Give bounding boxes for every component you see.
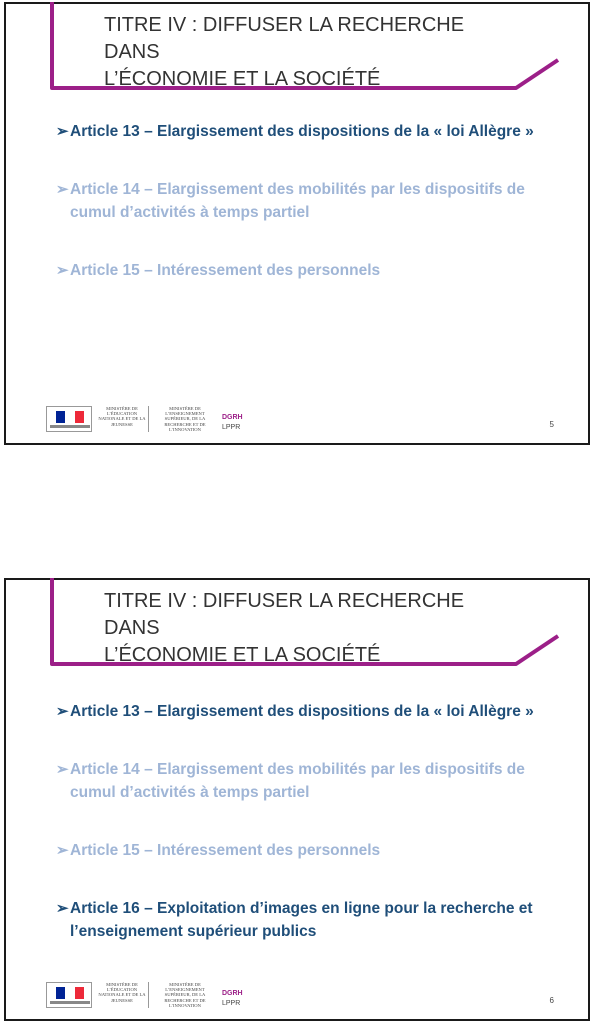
arrow-bullet-icon: ➢ (56, 703, 69, 720)
french-flag-icon (56, 987, 84, 999)
marianne-logo (46, 982, 92, 1008)
bullet-text: Article 14 – Elargissement des mobilités par les dispositifs de cumul d’activités à temps partiel (70, 761, 525, 801)
french-flag-icon (56, 411, 84, 423)
lppr-label: LPPR (222, 424, 241, 431)
slide-title (104, 12, 516, 93)
arrow-bullet-icon: ➢ (56, 900, 69, 917)
dgrh-label: DGRH (222, 990, 243, 997)
bullet-text: Article 15 – Intéressement des personnels (70, 842, 381, 859)
title-frame (46, 578, 516, 664)
logo-caption-line (50, 425, 90, 428)
ministry-education-label: MINISTÈRE DE L’ÉDUCATION NATIONALE ET DE LA JEUNESSE (96, 982, 149, 1008)
page-number: 5 (549, 420, 554, 429)
bullet-text: Article 14 – Elargissement des mobilités par les dispositifs de cumul d’activités à temps partiel (70, 181, 525, 221)
logo-caption-line (50, 1001, 90, 1004)
bullet-text: Article 16 – Exploitation d’images en ligne pour la recherche et l’enseignement supérieur publics (70, 900, 533, 940)
arrow-bullet-icon: ➢ (56, 761, 69, 778)
arrow-bullet-icon: ➢ (56, 123, 69, 140)
bullet-article-14 (56, 758, 566, 804)
bullet-article-15 (56, 259, 566, 282)
bullet-list (56, 120, 566, 317)
bullet-list (56, 700, 566, 943)
bullet-article-15 (56, 839, 566, 862)
bullet-text: Article 13 – Elargissement des dispositions de la « loi Allègre » (70, 703, 534, 720)
marianne-logo (46, 406, 92, 432)
title-line-1: TITRE IV : DIFFUSER LA RECHERCHE DANS (104, 14, 465, 63)
bullet-article-13 (56, 700, 566, 723)
arrow-bullet-icon: ➢ (56, 181, 69, 198)
slide-5 (4, 2, 590, 445)
dgrh-label: DGRH (222, 414, 243, 421)
page-number: 6 (549, 996, 554, 1005)
slide-footer (46, 982, 566, 1012)
title-line-2: L’ÉCONOMIE ET LA SOCIÉTÉ (104, 644, 381, 666)
ministry-research-label: MINISTÈRE DE L’ENSEIGNEMENT SUPÉRIEUR, DE LA RECHERCHE ET DE L’INNOVATION (164, 982, 206, 1008)
title-line-2: L’ÉCONOMIE ET LA SOCIÉTÉ (104, 68, 381, 90)
bullet-article-13 (56, 120, 566, 143)
title-line-1: TITRE IV : DIFFUSER LA RECHERCHE DANS (104, 590, 465, 639)
lppr-label: LPPR (222, 1000, 241, 1007)
arrow-bullet-icon: ➢ (56, 842, 69, 859)
bullet-article-14 (56, 178, 566, 224)
bullet-text: Article 13 – Elargissement des dispositions de la « loi Allègre » (70, 123, 534, 140)
title-frame (46, 2, 516, 88)
arrow-bullet-icon: ➢ (56, 262, 69, 279)
ministry-education-label: MINISTÈRE DE L’ÉDUCATION NATIONALE ET DE LA JEUNESSE (96, 406, 149, 432)
slide-6 (4, 578, 590, 1021)
bullet-article-16 (56, 897, 566, 943)
bullet-text: Article 15 – Intéressement des personnels (70, 262, 381, 279)
slide-footer (46, 406, 566, 436)
slide-title (104, 588, 516, 669)
ministry-research-label: MINISTÈRE DE L’ENSEIGNEMENT SUPÉRIEUR, DE LA RECHERCHE ET DE L’INNOVATION (164, 406, 206, 432)
